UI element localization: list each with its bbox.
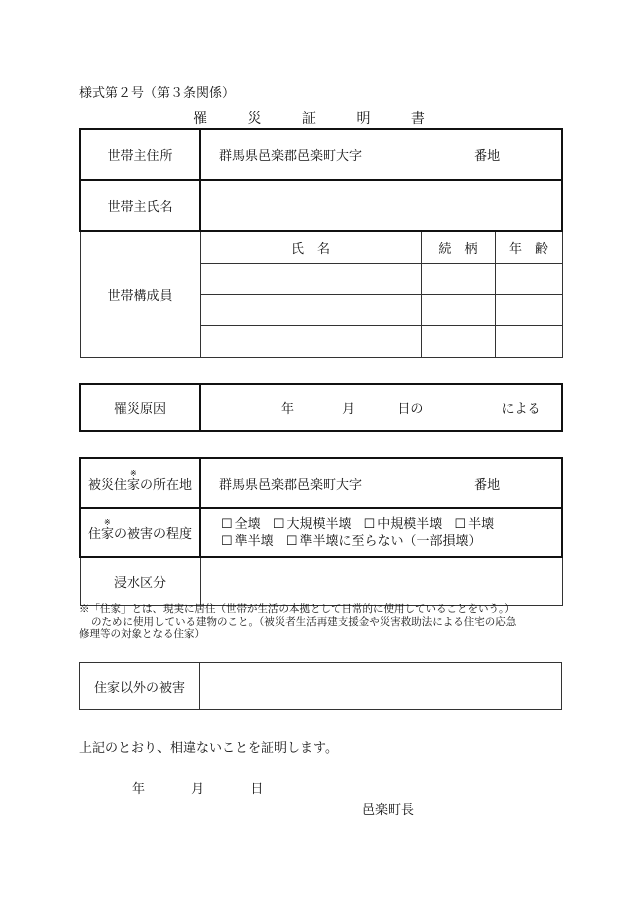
certification-text: 上記のとおり、相違ないことを証明します。 [79,741,338,756]
cause-table [79,383,563,432]
location-field[interactable] [200,458,562,508]
checkbox-icon: ☐ [272,516,285,532]
cause-year: 年 [281,402,295,417]
degree-options [200,508,562,557]
member-name-cell[interactable] [200,325,421,357]
document-title: 罹 災 証 明 書 [193,111,443,127]
damage-table [79,457,563,606]
issue-day: 日 [250,782,264,797]
note-mark: ※ [129,468,137,478]
checkbox-quasi-half-collapse[interactable]: ☐ 準半壊 [221,533,274,549]
household-table [79,128,563,358]
name-label: 世帯主氏名 [80,180,200,231]
footnote-line-3: 修理等の対象となる住家） [79,628,205,640]
location-suffix: 番地 [474,477,501,493]
address-suffix: 番地 [474,149,501,164]
footnote-line-1: ※「住家」とは、現実に居住（世帯が生活の本拠として日常的に使用していることをいう。） [79,603,515,615]
cause-suffix: による [501,402,541,417]
address-value: 群馬県邑楽郡邑楽町大字 [219,149,363,164]
member-name-cell[interactable] [200,263,421,294]
member-age-cell[interactable] [495,325,562,357]
issue-month: 月 [191,782,205,797]
issue-year: 年 [132,782,146,797]
flood-field[interactable] [200,557,562,605]
issue-date [132,778,263,797]
member-age-cell[interactable] [495,263,562,294]
member-relation-cell[interactable] [421,294,495,325]
checkbox-icon: ☐ [285,533,298,549]
column-header-age: 年 齢 [495,231,562,263]
member-age-cell[interactable] [495,294,562,325]
checkbox-icon: ☐ [454,516,467,532]
degree-label: 住家 ※ の被害の程度 [80,508,200,557]
footnote [79,603,559,641]
footnote-line-2: のために使用している建物のこと。（被災者生活再建支援金や災害救助法による住宅の応急 [91,615,517,628]
note-mark: ※ [103,518,111,527]
checkbox-medium-half-collapse[interactable]: ☐ 中規模半壊 [363,516,443,532]
cause-label: 罹災原因 [80,384,200,431]
other-damage-table [79,662,562,710]
other-damage-field[interactable] [200,663,562,710]
checkbox-icon: ☐ [363,516,376,532]
members-label: 世帯構成員 [80,231,200,357]
form-number: 様式第２号（第３条関係） [79,86,236,101]
column-header-relation: 続 柄 [421,231,495,263]
checkbox-total-collapse[interactable]: ☐ 全壊 [221,516,261,532]
column-header-name: 氏 名 [200,231,421,263]
member-relation-cell[interactable] [421,263,495,294]
member-relation-cell[interactable] [421,325,495,357]
address-label: 世帯主住所 [80,129,200,180]
checkbox-partial-damage[interactable]: ☐ 準半壊に至らない（一部損壊） [285,533,482,549]
checkbox-icon: ☐ [221,516,233,532]
member-name-cell[interactable] [200,294,421,325]
cause-field[interactable] [200,384,562,431]
location-value: 群馬県邑楽郡邑楽町大字 [219,477,363,493]
cause-day: 日の [397,402,424,417]
location-label: 被災住家 ※ の所在地 [80,458,200,508]
checkbox-large-half-collapse[interactable]: ☐ 大規模半壊 [272,516,352,532]
address-field[interactable] [200,129,562,180]
flood-label: 浸水区分 [80,557,200,605]
checkbox-half-collapse[interactable]: ☐ 半壊 [454,516,495,532]
other-damage-label: 住家以外の被害 [80,663,200,710]
mayor-title: 邑楽町長 [362,803,415,818]
name-field[interactable] [200,180,562,231]
cause-month: 月 [342,402,356,417]
checkbox-icon: ☐ [221,533,233,549]
